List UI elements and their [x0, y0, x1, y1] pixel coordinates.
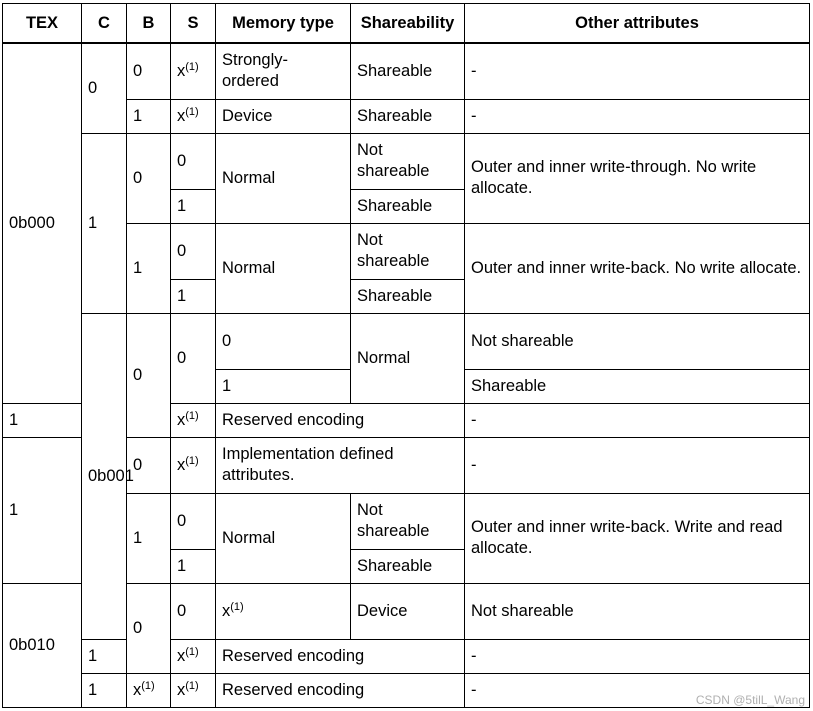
x-mark: x [177, 455, 186, 474]
header-s: S [171, 4, 216, 44]
table-row [3, 639, 810, 673]
other-attributes-cell: Outer and inner write-back. Write and read allocate. [465, 493, 810, 583]
memory-type-cell: Strongly-ordered [216, 43, 351, 99]
x-mark: x [177, 646, 186, 665]
header-row [3, 4, 810, 44]
header-shareability: Shareability [351, 4, 465, 44]
footnote-ref: (1) [185, 454, 199, 467]
header-memory-type: Memory type [216, 4, 351, 44]
s-cell: 0 [171, 493, 216, 549]
s-cell [171, 639, 216, 673]
header-b: B [127, 4, 171, 44]
other-attributes-cell: Outer and inner write-back. No write allocate. [465, 223, 810, 313]
memory-type-cell: Normal [351, 313, 465, 403]
s-cell: 1 [216, 369, 351, 403]
memory-type-cell: Reserved encoding [216, 639, 465, 673]
watermark: CSDN @5tilL_Wang [695, 693, 805, 707]
s-cell: 1 [171, 189, 216, 223]
footnote-ref: (1) [185, 60, 199, 73]
c-cell: 1 [3, 437, 82, 583]
s-cell: 0 [171, 133, 216, 189]
s-cell: 1 [171, 549, 216, 583]
memory-type-cell: Normal [216, 133, 351, 223]
b-cell [127, 673, 171, 707]
tex-cell: 0b001 [82, 313, 127, 639]
footnote-ref: (1) [185, 679, 199, 692]
other-attributes-cell: - [465, 403, 810, 437]
c-cell: 1 [82, 133, 127, 313]
other-attributes-cell: - [465, 437, 810, 493]
footnote-ref: (1) [230, 600, 244, 613]
header-c: C [82, 4, 127, 44]
shareability-cell: Not shareable [351, 493, 465, 549]
x-mark: x [177, 61, 186, 80]
other-attributes-cell: - [465, 639, 810, 673]
other-attributes-cell: - [465, 43, 810, 99]
c-cell: 0 [127, 583, 171, 673]
b-cell: 1 [3, 403, 82, 437]
table-row [3, 673, 810, 707]
memory-type-cell: Normal [216, 493, 351, 583]
shareability-cell: Shareable [351, 279, 465, 313]
memory-type-cell: Device [351, 583, 465, 639]
table-row [3, 313, 810, 369]
s-cell [216, 583, 351, 639]
c-cell: 0 [82, 43, 127, 133]
s-cell [171, 437, 216, 493]
c-cell: 1 [82, 673, 127, 707]
table-row [3, 43, 810, 99]
s-cell [171, 43, 216, 99]
s-cell: 0 [171, 223, 216, 279]
tex-cell: 0b000 [3, 43, 82, 403]
memory-type-cell: Device [216, 99, 351, 133]
header-tex: TEX [3, 4, 82, 44]
x-mark: x [177, 680, 186, 699]
header-other-attributes: Other attributes [465, 4, 810, 44]
footnote-ref: (1) [185, 645, 199, 658]
tex-cell: 0b010 [3, 583, 82, 707]
x-mark: x [177, 410, 186, 429]
s-cell [171, 403, 216, 437]
b-cell: 0 [127, 133, 171, 223]
other-attributes-cell: Outer and inner write-through. No write allocate. [465, 133, 810, 223]
shareability-cell: Shareable [351, 549, 465, 583]
b-cell: 0 [171, 583, 216, 639]
shareability-cell: Shareable [465, 369, 810, 403]
b-cell: 0 [127, 437, 171, 493]
shareability-cell: Shareable [351, 189, 465, 223]
b-cell: 1 [82, 639, 127, 673]
shareability-cell: Not shareable [351, 223, 465, 279]
x-mark: x [177, 106, 186, 125]
shareability-cell: Shareable [351, 43, 465, 99]
shareability-cell: Not shareable [465, 583, 810, 639]
memory-type-cell: Reserved encoding [216, 403, 465, 437]
b-cell: 0 [127, 43, 171, 99]
b-cell: 0 [171, 313, 216, 403]
shareability-cell: Shareable [351, 99, 465, 133]
footnote-ref: (1) [185, 409, 199, 422]
b-cell: 1 [127, 223, 171, 313]
c-cell: 0 [127, 313, 171, 437]
other-attributes-cell: - [465, 99, 810, 133]
s-cell: 0 [216, 313, 351, 369]
s-cell: 1 [171, 279, 216, 313]
shareability-cell: Not shareable [465, 313, 810, 369]
memory-type-cell: Implementation defined attributes. [216, 437, 465, 493]
memory-attributes-table [2, 3, 810, 708]
memory-type-cell: Reserved encoding [216, 673, 465, 707]
x-mark: x [222, 601, 231, 620]
shareability-cell: Not shareable [351, 133, 465, 189]
b-cell: 1 [127, 99, 171, 133]
b-cell: 1 [127, 493, 171, 583]
s-cell [171, 99, 216, 133]
footnote-ref: (1) [185, 105, 199, 118]
memory-type-cell: Normal [216, 223, 351, 313]
s-cell [171, 673, 216, 707]
table-row [3, 133, 810, 189]
other-attributes-cell: - [465, 673, 810, 707]
x-mark: x [133, 680, 142, 699]
footnote-ref: (1) [141, 679, 155, 692]
